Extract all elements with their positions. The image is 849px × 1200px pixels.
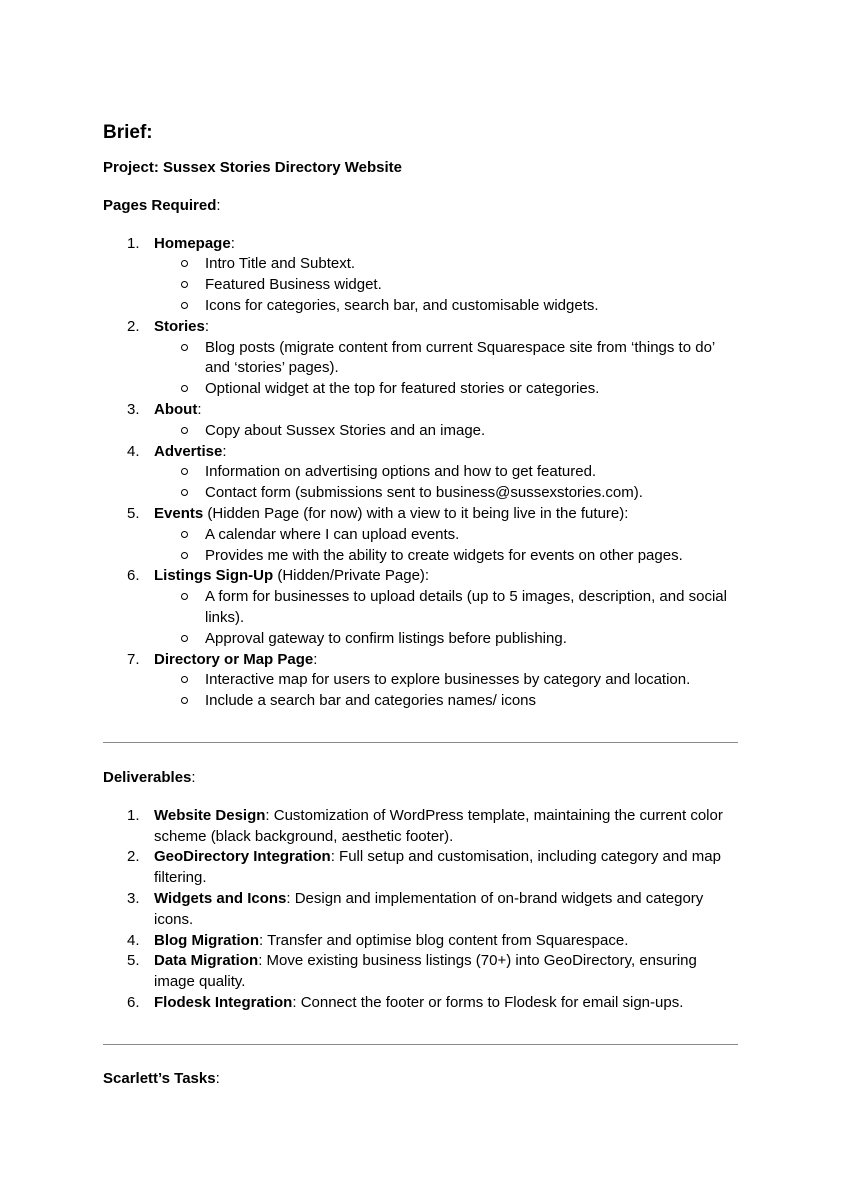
list-number: 1. (127, 806, 140, 824)
sub-list-item (154, 338, 743, 380)
page-item (103, 650, 743, 712)
sub-list-text: Interactive map for users to explore businesses by category and location. (205, 671, 691, 689)
page-item (103, 234, 743, 317)
page-sub-list (154, 525, 743, 567)
page-name-suffix: : (222, 442, 227, 460)
pages-list (103, 234, 743, 712)
tasks-heading-text: Scarlett’s Tasks (103, 1069, 216, 1087)
deliverable-description: : Transfer and optimise blog content from Squarespace. (259, 931, 629, 949)
sub-list-item (154, 587, 743, 629)
list-number: 5. (127, 952, 140, 970)
hollow-bullet-icon (181, 697, 188, 704)
deliverable-item (103, 931, 743, 952)
deliverable-item (103, 889, 743, 931)
list-number: 5. (127, 504, 140, 522)
sub-list-item (154, 275, 743, 296)
sub-list-text: Information on advertising options and how to get featured. (205, 463, 597, 481)
page-sub-list (154, 587, 743, 649)
page-name-suffix: : (230, 234, 235, 252)
sub-list-item (154, 462, 743, 483)
deliverable-name: Data Migration (154, 952, 259, 970)
deliverable-text (154, 806, 734, 848)
deliverable-item (103, 847, 743, 889)
pages-heading-text: Pages Required (103, 196, 217, 214)
sub-list-text: Copy about Sussex Stories and an image. (205, 421, 486, 439)
hollow-bullet-icon (181, 260, 188, 267)
pages-heading: Pages Required: (103, 196, 221, 214)
page-sub-list (154, 254, 743, 316)
hollow-bullet-icon (181, 302, 188, 309)
hollow-bullet-icon (181, 427, 188, 434)
brief-title: Brief: (103, 122, 153, 143)
list-number: 3. (127, 889, 140, 907)
deliverable-description: : Connect the footer or forms to Flodesk for email sign-ups. (292, 993, 684, 1011)
project-line-text: Project: Sussex Stories Directory Website (103, 159, 403, 176)
deliverable-name: Widgets and Icons (154, 889, 287, 907)
hollow-bullet-icon (181, 531, 188, 538)
list-number: 1. (127, 234, 140, 252)
sub-list-item (154, 483, 743, 504)
sub-list-text: A form for businesses to upload details (up to 5 images, description, and social links). (205, 588, 727, 626)
deliverable-name: Flodesk Integration (154, 993, 293, 1011)
page-name: About (154, 400, 198, 418)
deliverables-heading-text: Deliverables (103, 768, 192, 786)
page-sub-list (154, 421, 743, 442)
page-name: Events (154, 504, 204, 522)
document-body (103, 118, 743, 1106)
deliverable-description: : Full setup and customisation, including category and map filtering. (154, 848, 721, 887)
sub-list-text: Include a search bar and categories names/ icons (205, 692, 537, 710)
list-number: 2. (127, 317, 140, 335)
sub-list-item (154, 546, 743, 567)
page-name: Listings Sign-Up (154, 567, 274, 585)
page-name-suffix: : (197, 400, 202, 418)
hollow-bullet-icon (181, 344, 188, 351)
page-item (103, 566, 743, 649)
page-item (103, 504, 743, 566)
sub-list-text: Approval gateway to confirm listings before publishing. (205, 629, 567, 647)
sub-list-text: Provides me with the ability to create widgets for events on other pages. (205, 546, 683, 564)
sub-list-text: Icons for categories, search bar, and customisable widgets. (205, 296, 599, 314)
sub-list-item (154, 296, 743, 317)
list-number: 6. (127, 567, 140, 585)
hollow-bullet-icon (181, 593, 188, 600)
sub-list-text: Blog posts (migrate content from current Squarespace site from ‘things to do’ and ‘stories’ pages). (205, 338, 715, 377)
deliverable-description: : Move existing business listings (70+) into GeoDirectory, ensuring image quality. (154, 952, 697, 991)
sub-list-item (154, 421, 743, 442)
deliverable-name: GeoDirectory Integration (154, 848, 331, 866)
hollow-bullet-icon (181, 635, 188, 642)
page-item-heading (154, 318, 209, 335)
page-name: Homepage (154, 234, 231, 252)
sub-list-text: Contact form (submissions sent to business@sussexstories.com). (205, 484, 643, 502)
hollow-bullet-icon (181, 385, 188, 392)
deliverable-description: : Customization of WordPress template, maintaining the current color scheme (black background, aesthetic footer). (154, 806, 723, 845)
sub-list-item (154, 254, 743, 275)
deliverable-text (154, 931, 734, 952)
page-name-suffix: : (313, 650, 318, 668)
page-sub-list (154, 338, 743, 400)
tasks-heading: Scarlett’s Tasks: (103, 1069, 220, 1087)
deliverable-text (154, 993, 734, 1014)
page-item-heading (154, 505, 628, 522)
list-number: 4. (127, 442, 140, 460)
hollow-bullet-icon (181, 676, 188, 683)
list-number: 7. (127, 650, 140, 668)
list-number: 6. (127, 993, 140, 1011)
deliverable-description: : Design and implementation of on-brand widgets and category icons. (154, 889, 704, 928)
sub-list-text: Featured Business widget. (205, 276, 382, 294)
hollow-bullet-icon (181, 468, 188, 475)
page-name: Directory or Map Page (154, 650, 314, 668)
deliverable-item (103, 806, 743, 848)
page-item-heading (154, 235, 235, 252)
deliverable-item (103, 951, 743, 993)
project-line (103, 158, 743, 179)
deliverable-item (103, 993, 743, 1014)
list-number: 2. (127, 848, 140, 866)
sub-list-text: Intro Title and Subtext. (205, 255, 356, 273)
page-name-suffix: (Hidden/Private Page): (273, 567, 430, 585)
deliverables-list (103, 806, 743, 1014)
sub-list-item (154, 670, 743, 691)
deliverable-name: Blog Migration (154, 931, 259, 949)
page-item-heading (154, 443, 227, 460)
page-name: Advertise (154, 442, 223, 460)
deliverables-heading: Deliverables: (103, 768, 196, 786)
deliverable-text (154, 889, 734, 931)
page-item (103, 442, 743, 504)
page-item-heading (154, 567, 429, 584)
page-name-suffix: : (204, 317, 210, 335)
page-name: Stories (154, 317, 205, 335)
sub-list-item (154, 629, 743, 650)
hollow-bullet-icon (181, 281, 188, 288)
sub-list-item (154, 691, 743, 712)
page-item-heading (154, 651, 317, 668)
page-name-suffix: (Hidden Page (for now) with a view to it being live in the future): (203, 504, 629, 522)
sub-list-item (154, 379, 743, 400)
deliverable-name: Website Design (154, 806, 266, 824)
page-sub-list (154, 670, 743, 712)
page-item (103, 317, 743, 400)
deliverable-text (154, 951, 734, 993)
page-item-heading (154, 401, 202, 418)
hollow-bullet-icon (181, 489, 188, 496)
sub-list-text: A calendar where I can upload events. (205, 525, 460, 543)
page-item (103, 400, 743, 442)
list-number: 3. (127, 400, 140, 418)
sub-list-item (154, 525, 743, 546)
page-sub-list (154, 462, 743, 504)
deliverable-text (154, 847, 734, 889)
hollow-bullet-icon (181, 552, 188, 559)
list-number: 4. (127, 931, 140, 949)
sub-list-text: Optional widget at the top for featured stories or categories. (205, 380, 600, 398)
